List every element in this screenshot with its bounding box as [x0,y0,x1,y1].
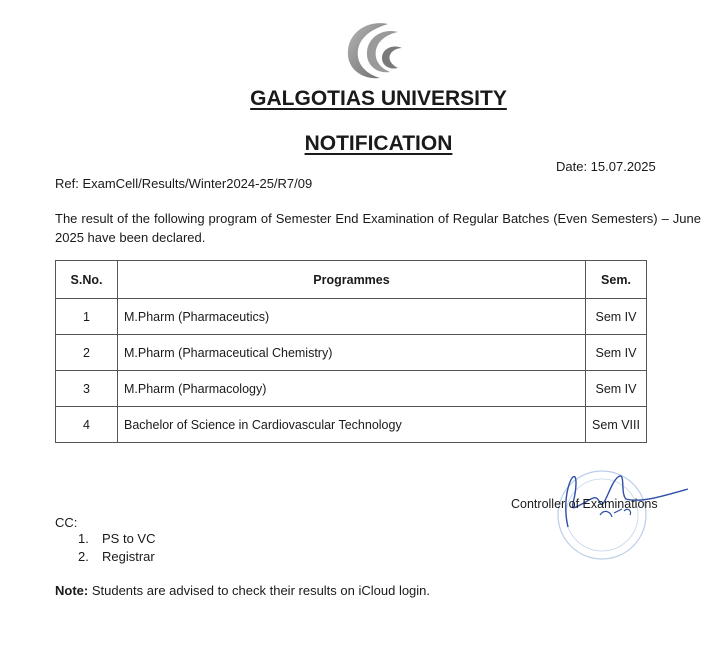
row-sno: 4 [56,407,118,443]
table-header-row [56,261,647,299]
note-label: Note: [55,583,89,598]
table-row [56,371,647,407]
row-sno: 2 [56,335,118,371]
cc-item-text: PS to VC [102,531,156,546]
cc-item-number: 2. [78,549,89,564]
cc-item-number: 1. [78,531,89,546]
header-sno: S.No. [56,261,118,299]
table-row [56,299,647,335]
note [55,583,430,598]
signature-stamp-icon [540,453,690,573]
list-item [78,530,155,548]
table-row [56,335,647,371]
university-logo-icon [340,18,410,82]
row-programme: M.Pharm (Pharmacology) [118,371,586,407]
note-text: Students are advised to check their results on iCloud login. [88,583,431,598]
notification-date: Date: 15.07.2025 [556,159,656,174]
row-programme: Bachelor of Science in Cardiovascular Technology [118,407,586,443]
intro-paragraph: The result of the following program of Semester End Examination of Regular Batches (Even Semesters) – June 2025 have been declared. [55,211,701,245]
university-name: GALGOTIAS UNIVERSITY [250,87,507,110]
page-title: NOTIFICATION [304,132,453,155]
table-row [56,407,647,443]
signatory-title: Controller of Examinations [511,497,658,511]
header-sem: Sem. [586,261,647,299]
row-programme: M.Pharm (Pharmaceutics) [118,299,586,335]
cc-list [78,530,155,566]
row-sem: Sem IV [586,335,647,371]
cc-item-text: Registrar [102,549,155,564]
row-sno: 1 [56,299,118,335]
reference-number: Ref: ExamCell/Results/Winter2024-25/R7/09 [55,176,313,191]
row-sno: 3 [56,371,118,407]
programmes-table [55,260,647,443]
header-programmes: Programmes [118,261,586,299]
row-sem: Sem IV [586,371,647,407]
row-sem: Sem IV [586,299,647,335]
row-sem: Sem VIII [586,407,647,443]
cc-label: CC: [55,515,78,530]
row-programme: M.Pharm (Pharmaceutical Chemistry) [118,335,586,371]
list-item [78,548,155,566]
